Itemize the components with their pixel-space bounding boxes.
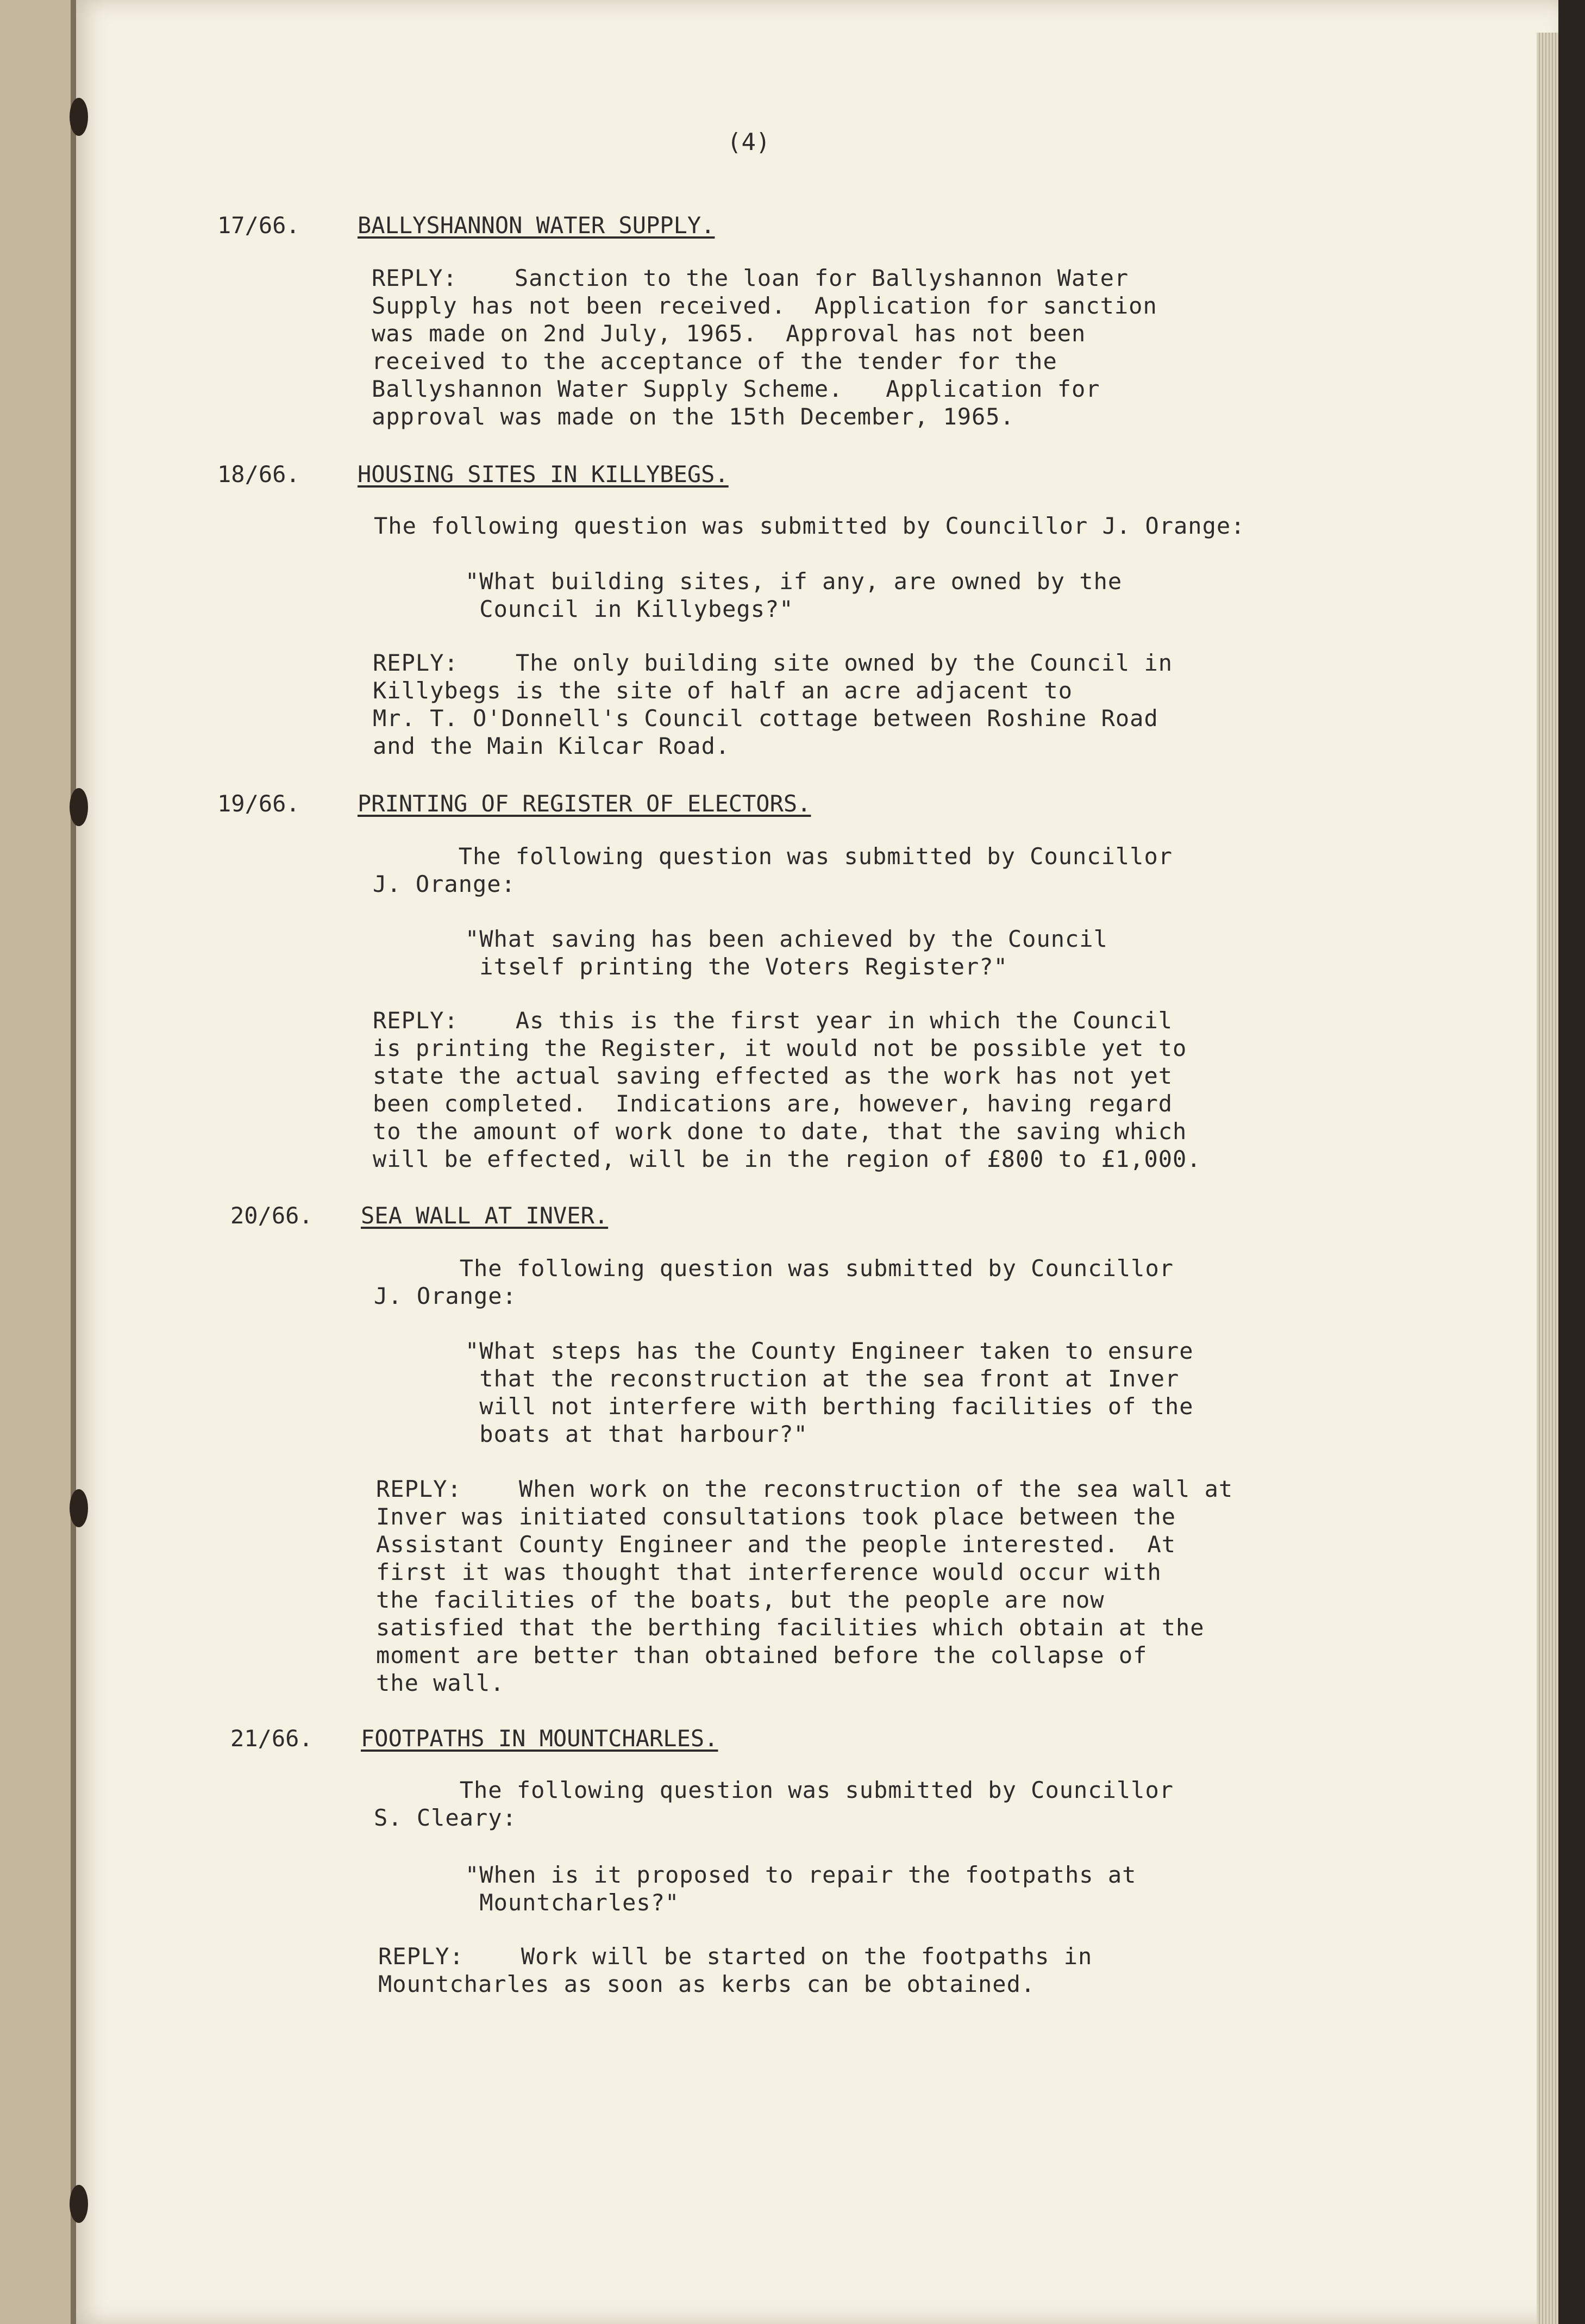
question-text: "When is it proposed to repair the footpaths at Mountcharles?" (465, 1861, 1137, 1916)
page-edges (1537, 33, 1558, 2324)
question-intro: The following question was submitted by Councillor J. Orange: (374, 513, 1245, 539)
item-heading: BALLYSHANNON WATER SUPPLY. (358, 212, 715, 239)
binder-hole (70, 788, 88, 826)
page-number: (4) (727, 128, 770, 156)
binder-hole (70, 2185, 88, 2223)
binding-line (71, 0, 76, 2324)
item-heading: PRINTING OF REGISTER OF ELECTORS. (358, 790, 811, 817)
item-number: 20/66. (230, 1202, 313, 1229)
question-text: "What steps has the County Engineer taken to ensure that the reconstruction at the sea front at Inver will not interfere with berthing facilities of the boats at that harbour?" (465, 1338, 1194, 1447)
item-heading: SEA WALL AT INVER. (361, 1202, 609, 1229)
binder-hole (70, 1489, 88, 1527)
question-intro: The following question was submitted by Councillor S. Cleary: (374, 1777, 1174, 1831)
reply-text: REPLY: Sanction to the loan for Ballyshannon Water Supply has not been received. Application for sanction was made on 2nd July, 1965. Approval has not been received to the acceptance of the tender for the Ballyshannon Water Supply Scheme. Application for approval was made on the 15th December, 1965. (372, 265, 1157, 430)
question-intro: The following question was submitted by Councillor J. Orange: (374, 1255, 1174, 1309)
item-number: 21/66. (230, 1725, 313, 1752)
item-heading: HOUSING SITES IN KILLYBEGS. (358, 461, 729, 488)
question-text: "What saving has been achieved by the Council itself printing the Voters Register?" (465, 926, 1108, 980)
item-number: 18/66. (217, 461, 300, 488)
reply-text: REPLY: The only building site owned by the Council in Killybegs is the site of half an acre adjacent to Mr. T. O'Donnell's Council cottage between Roshine Road and the Main Kilcar Road. (373, 649, 1173, 759)
binding-left (0, 0, 75, 2324)
reply-text: REPLY: When work on the reconstruction of the sea wall at Inver was initiated consultations took place between the Assistant County Engineer and the people interested. At first it was thought that interference would occur with the facilities of the boats, but the people are now satisfied that the berthing facilities which obtain at the moment are better than obtained before the collapse of the wall. (376, 1476, 1233, 1696)
reply-text: REPLY: As this is the first year in which the Council is printing the Register, it would not be possible yet to state the actual saving effected as the work has not yet been completed. Indications are, however, having regard to the amount of work done to date, that the saving which will be effected, will be in the region of £800 to £1,000. (373, 1007, 1201, 1172)
binder-hole (70, 98, 88, 136)
question-text: "What building sites, if any, are owned by the Council in Killybegs?" (465, 568, 1123, 622)
question-intro: The following question was submitted by Councillor J. Orange: (373, 843, 1173, 897)
item-number: 19/66. (217, 790, 300, 817)
reply-text: REPLY: Work will be started on the footpaths in Mountcharles as soon as kerbs can be obtained. (378, 1943, 1093, 1997)
item-heading: FOOTPATHS IN MOUNTCHARLES. (361, 1725, 718, 1752)
item-number: 17/66. (217, 212, 300, 239)
